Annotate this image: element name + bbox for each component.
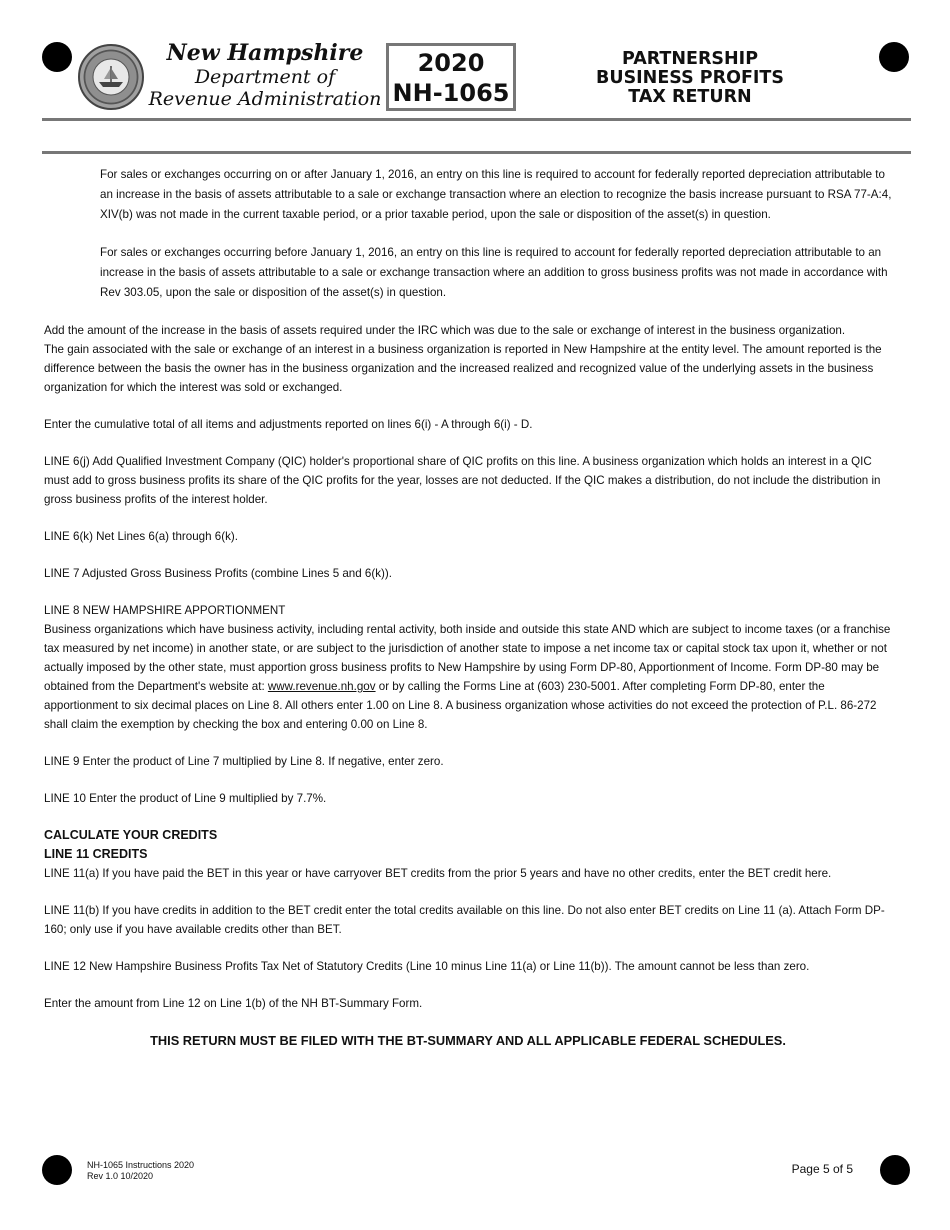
paragraph-line-6j: LINE 6(j) Add Qualified Investment Company (QIC) holder's proportional share of QIC profits on this line. A business organization which holds an interest in a QIC must add to gross business profits its share of the QIC profits for the year, losses are not deducted. If the QIC makes a distribution, do not include the distribution in gross business profits of the interest holder.: [44, 455, 881, 506]
footer-form-title: NH-1065 Instructions 2020: [87, 1160, 195, 1170]
paragraph-line-6k: LINE 6(k) Net Lines 6(a) through 6(k).: [44, 530, 238, 543]
title-line-1: PARTNERSHIP: [621, 49, 759, 69]
paragraph-line-11b: LINE 11(b) If you have credits in addition to the BET credit enter the total credits available on this line. Do not also enter BET credits on Line 11 (a). Attach Form DP-160; only use if you have available credits other than BET.: [44, 904, 885, 936]
line-8-heading: LINE 8 NEW HAMPSHIRE APPORTIONMENT: [44, 604, 286, 617]
header-divider: [42, 118, 911, 121]
form-id-box: [386, 43, 516, 111]
paragraph-depreciation-before-2016: For sales or exchanges occurring before January 1, 2016, an entry on this line is required to account for federally reported depreciation attributable to an increase in the basis of assets attributable to a sale or exchange transaction where an addition to gross business profits was not made in accordance with Rev 303.05, upon the sale or disposition of the asset(s) in question.: [100, 246, 888, 299]
footer-revision: Rev 1.0 10/2020: [87, 1171, 154, 1181]
filing-notice: THIS RETURN MUST BE FILED WITH THE BT-SUMMARY AND ALL APPLICABLE FEDERAL SCHEDULES.: [150, 1033, 786, 1048]
form-number: NH-1065: [392, 79, 510, 107]
paragraph-line-8: [44, 601, 892, 734]
gain-sale-text: The gain associated with the sale or exchange of an interest in a business organization is reported in New Hampshire at the entity level. The amount reported is the difference between the basis the owner has in the business organization and the increased realized and recognized value of the underlying assets in the business organization for which the interest was sold or exchanged.: [44, 343, 882, 394]
basis-increase-text: Add the amount of the increase in the basis of assets required under the IRC which was due to the sale or exchange of interest in the business organization.: [44, 324, 846, 337]
title-line-3: TAX RETURN: [628, 87, 752, 107]
paragraph-line-11a: LINE 11(a) If you have paid the BET in this year or have carryover BET credits from the prior 5 years and have no other credits, enter the BET credit here.: [44, 867, 832, 880]
paragraph-depreciation-after-2016: For sales or exchanges occurring on or after January 1, 2016, an entry on this line is required to account for federally reported depreciation attributable to an increase in the basis of assets attributable to a sale or exchange transaction where an election to recognize the basis increase pursuant to RSA 77-A:4, XIV(b) was not made in the current taxable period, or a prior taxable period, upon the sale or disposition of the asset(s) in question.: [100, 168, 892, 221]
form-title: [580, 50, 800, 107]
paragraph-line-9: LINE 9 Enter the product of Line 7 multiplied by Line 8. If negative, enter zero.: [44, 755, 444, 768]
footer-form-info: [87, 1160, 194, 1182]
agency-state: New Hampshire: [166, 40, 364, 66]
agency-division: Revenue Administration: [148, 88, 382, 110]
line-8-text-part1: Business organizations which have business activity, including rental activity, both inside and outside this state AND which are subject to income taxes (or a franchise tax measured by net income) in another state, or are subject to the jurisdiction of another state to impose a net income tax or capital stock tax upon it, whether or not actually imposed by the other state, must apportion gross business profits to New Hampshire by using Form DP-80, Apportionment of Income. Form DP-80 may be obtained from the Department's website at:: [44, 623, 891, 693]
registration-mark-top-right: [879, 42, 909, 72]
paragraph-line-12-transfer: Enter the amount from Line 12 on Line 1(b) of the NH BT-Summary Form.: [44, 997, 423, 1010]
paragraph-line-10: LINE 10 Enter the product of Line 9 multiplied by 7.7%.: [44, 792, 327, 805]
page-number: Page 5 of 5: [791, 1162, 853, 1176]
title-line-2: BUSINESS PROFITS: [596, 68, 784, 88]
content-divider: [42, 151, 911, 154]
state-seal-icon: [78, 44, 144, 110]
agency-name: [146, 40, 384, 110]
paragraph-cumulative-total: Enter the cumulative total of all items and adjustments reported on lines 6(i) - A through 6(i) - D.: [44, 418, 533, 431]
form-year: 2020: [417, 49, 485, 77]
registration-mark-top-left: [42, 42, 72, 72]
revenue-website-link[interactable]: www.revenue.nh.gov: [267, 680, 376, 693]
paragraph-line-7: LINE 7 Adjusted Gross Business Profits (combine Lines 5 and 6(k)).: [44, 567, 392, 580]
line-8-text-part2: or by calling the Forms Line at (603) 230-5001. After completing Form DP-80, enter the apportionment to six decimal places on Line 8. All others enter 1.00 on Line 8. A business organization whose activities do not exceed the protection of P.L. 86-272 shall claim the exemption by checking the box and entering 0.00 on Line 8.: [44, 680, 877, 731]
registration-mark-bottom-right: [880, 1155, 910, 1185]
line-11-heading: LINE 11 CREDITS: [44, 847, 148, 861]
registration-mark-bottom-left: [42, 1155, 72, 1185]
credits-heading: CALCULATE YOUR CREDITS: [44, 828, 218, 842]
paragraph-line-12: LINE 12 New Hampshire Business Profits Tax Net of Statutory Credits (Line 10 minus Line 11(a) or Line 11(b)). The amount cannot be less than zero.: [44, 960, 810, 973]
paragraph-basis-increase: [44, 321, 892, 397]
agency-department: Department of: [194, 66, 336, 88]
instructions-body: [44, 165, 892, 1050]
